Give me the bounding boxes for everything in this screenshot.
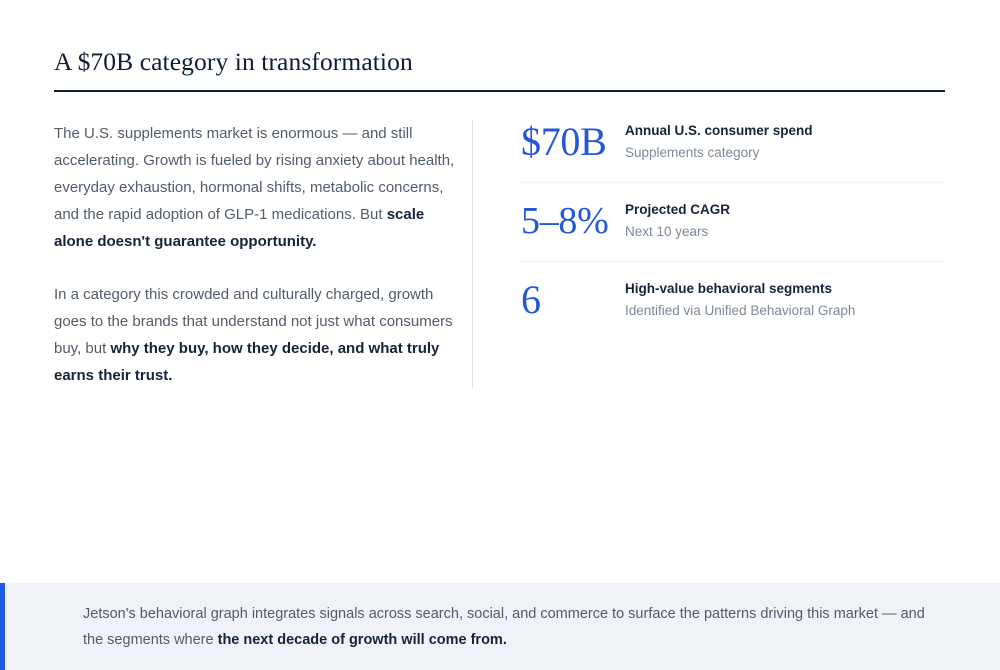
paragraph-1-emphasis: scale alone doesn't guarantee opportunity. — [54, 206, 425, 250]
stat-sublabel: Supplements category — [625, 145, 760, 160]
stat-text — [625, 279, 945, 322]
title-block — [54, 46, 945, 92]
stat-label: Annual U.S. consumer spend — [625, 123, 813, 138]
bottom-callout-panel — [0, 583, 1000, 670]
paragraph-2-emphasis: why they buy, how they decide, and what truly earns their trust. — [54, 340, 440, 384]
narrative-column — [54, 120, 472, 389]
stat-text — [625, 200, 945, 243]
stat-row — [521, 120, 945, 183]
callout-lead: Jetson's behavioral graph integrates signals across search, social, and commerce to surface the patterns driving this market — and the segments where — [83, 605, 925, 648]
content-columns — [54, 120, 945, 389]
stats-column — [473, 120, 945, 340]
stat-row — [521, 262, 945, 340]
page-title: A $70B category in transformation — [54, 47, 413, 76]
stat-value: 6 — [521, 277, 541, 322]
stat-sublabel: Identified via Unified Behavioral Graph — [625, 303, 856, 318]
stat-value: 5–8% — [521, 200, 609, 242]
paragraph-1-lead: The U.S. supplements market is enormous — and still accelerating. Growth is fueled by rising anxiety about health, everyday exhaustion, hormonal shifts, metabolic concerns, and the rapid adoption of GLP-1 medications. But — [54, 125, 455, 223]
callout-emphasis: the next decade of growth will come from. — [217, 631, 507, 648]
callout-text — [5, 601, 1000, 653]
stat-row — [521, 183, 945, 262]
paragraph-2-lead: In a category this crowded and culturally charged, growth goes to the brands that understand not just what consumers buy, but — [54, 286, 453, 357]
stat-text — [625, 121, 945, 164]
stat-sublabel: Next 10 years — [625, 224, 709, 239]
stat-label: Projected CAGR — [625, 202, 731, 217]
stat-value: $70B — [521, 119, 607, 164]
paragraph-2 — [54, 281, 462, 389]
title-underline-rule — [54, 90, 945, 92]
paragraph-1 — [54, 120, 462, 255]
stat-label: High-value behavioral segments — [625, 281, 833, 296]
